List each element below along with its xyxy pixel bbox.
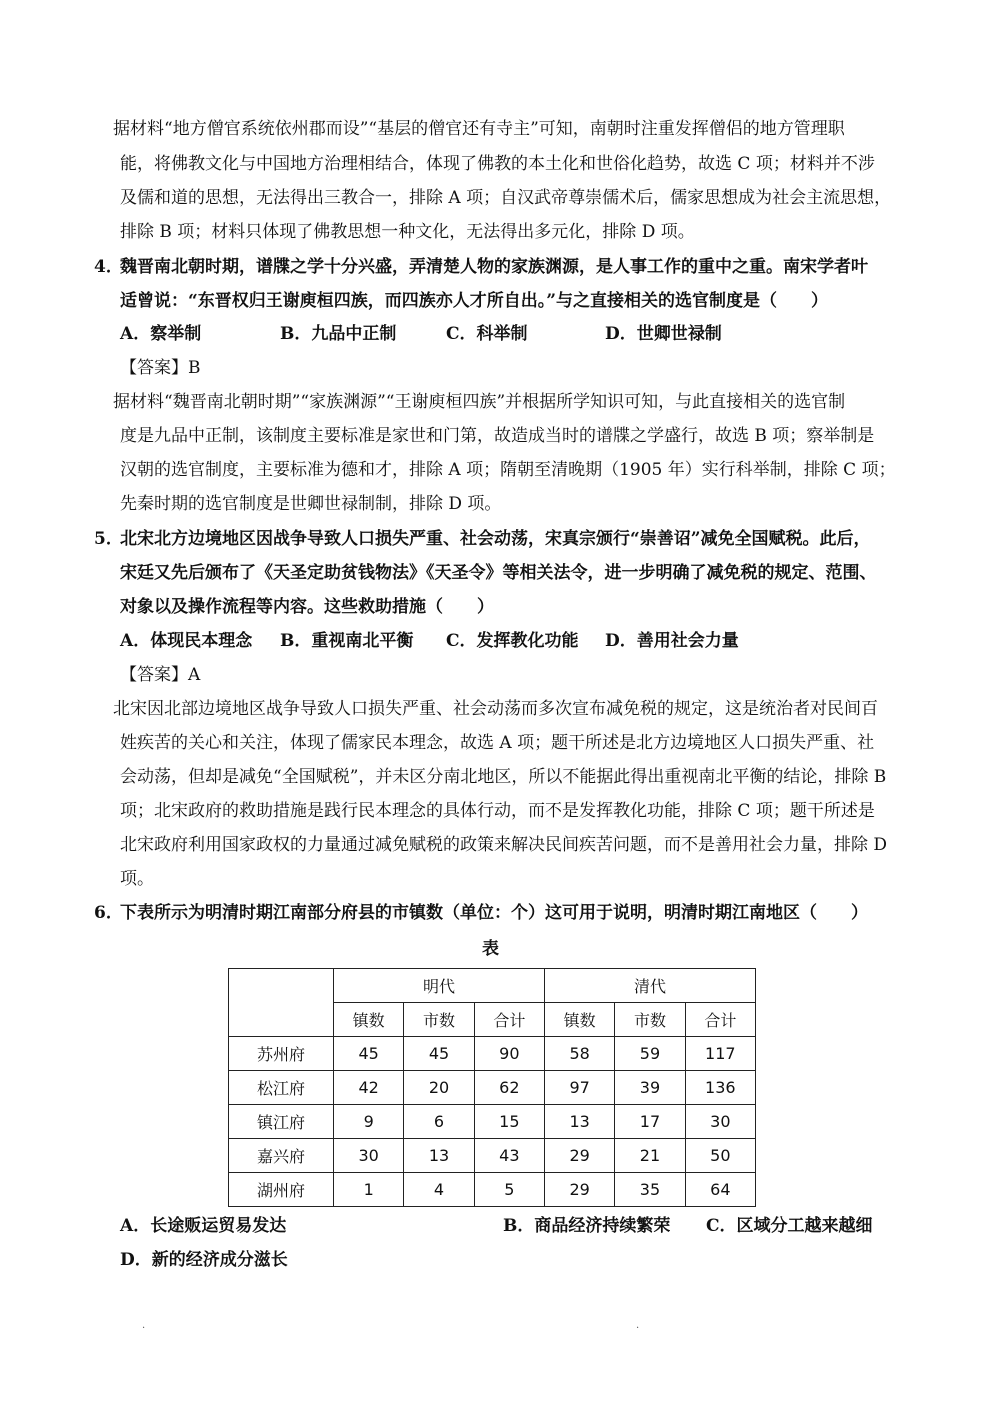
table-cell: 90 [474,1037,544,1071]
q6-option-c[interactable]: C．区域分工越来越细 [706,1216,873,1236]
q5-explanation-line: 项。 [120,869,154,889]
table-header-row [229,969,756,1003]
table-cell: 29 [544,1139,614,1173]
q4-explanation-line: 据材料“魏晋南北朝时期”“家族渊源”“王谢庾桓四族”并根据所学知识可知，与此直接相关的选官制 [113,392,846,412]
table-cell: 97 [544,1071,614,1105]
table-cell: 59 [615,1037,685,1071]
table-cell: 58 [544,1037,614,1071]
q6-option-d[interactable]: D．新的经济成分滋长 [120,1250,288,1270]
table-cell: 5 [474,1173,544,1207]
table-row [229,1071,756,1105]
table-row [229,1105,756,1139]
q4-option-d[interactable]: D．世卿世禄制 [605,324,722,344]
table-cell: 45 [404,1037,474,1071]
table-cell: 35 [615,1173,685,1207]
market-town-table [228,968,756,1207]
q4-explanation-line: 先秦时期的选官制度是世卿世禄制制，排除 D 项。 [120,494,502,514]
q6-number: 6． [94,903,123,923]
scan-speck: . [636,1320,640,1331]
q4-explanation-line: 汉朝的选官制度，主要标准为德和才，排除 A 项；隋朝至清晚期（1905 年）实行科举制，排除 C 项； [120,460,896,480]
q4-option-a[interactable]: A．察举制 [120,324,202,344]
q4-explanation-line: 度是九品中正制，该制度主要标准是家世和门第，故造成当时的谱牒之学盛行，故选 B 项；察举制是 [120,426,875,446]
row-label: 湖州府 [229,1173,334,1207]
table-cell: 15 [474,1105,544,1139]
table-cell: 17 [615,1105,685,1139]
table-cell: 62 [474,1071,544,1105]
q4-stem-line: 适曾说：“东晋权归王谢庾桓四族，而四族亦人才所自出。”与之直接相关的选官制度是（ ） [120,291,829,311]
subheader-cell: 镇数 [334,1003,404,1037]
row-label: 苏州府 [229,1037,334,1071]
q5-explanation-line: 北宋因北部边境地区战争导致人口损失严重、社会动荡而多次宣布减免税的规定，这是统治者对民间百 [113,699,878,719]
q5-option-b[interactable]: B．重视南北平衡 [280,631,414,651]
table-cell: 136 [685,1071,755,1105]
q5-option-a[interactable]: A．体现民本理念 [120,631,253,651]
table-cell: 42 [334,1071,404,1105]
q3-explanation-line: 及儒和道的思想，无法得出三教合一，排除 A 项；自汉武帝尊崇儒术后，儒家思想成为社会主流思想， [120,188,892,208]
table-row [229,1037,756,1071]
q3-explanation-line: 排除 B 项；材料只体现了佛教思想一种文化，无法得出多元化，排除 D 项。 [120,222,695,242]
q4-option-c[interactable]: C．科举制 [446,324,528,344]
subheader-cell: 镇数 [544,1003,614,1037]
subheader-cell: 市数 [404,1003,474,1037]
table-cell: 1 [334,1173,404,1207]
q5-explanation-line: 项；北宋政府的救助措施是践行民本理念的具体行动，而不是发挥教化功能，排除 C 项；题干所述是 [120,801,875,821]
q5-option-d[interactable]: D．善用社会力量 [605,631,739,651]
q3-explanation-line: 能，将佛教文化与中国地方治理相结合，体现了佛教的本土化和世俗化趋势，故选 C 项；材料并不涉 [120,154,875,174]
table-cell: 45 [334,1037,404,1071]
row-label: 嘉兴府 [229,1139,334,1173]
subheader-cell: 合计 [474,1003,544,1037]
q5-stem-line: 宋廷又先后颁布了《天圣定助贫钱物法》《天圣令》等相关法令，进一步明确了减免税的规定、范围、 [120,563,877,583]
q5-stem-line: 对象以及操作流程等内容。这些救助措施（ ） [120,597,494,617]
scan-speck: . [142,1320,146,1331]
q6-option-a[interactable]: A．长途贩运贸易发达 [120,1216,287,1236]
q5-explanation-line: 北宋政府利用国家政权的力量通过减免赋税的政策来解决民间疾苦问题，而不是善用社会力量，排除 D [120,835,888,855]
table-cell: 29 [544,1173,614,1207]
table-caption: 表 [482,939,499,959]
q5-number: 5． [94,529,123,549]
table-cell: 21 [615,1139,685,1173]
table-cell: 20 [404,1071,474,1105]
q6-stem: 下表所示为明清时期江南部分府县的市镇数（单位：个）这可用于说明，明清时期江南地区（ ） [120,903,868,923]
table-row [229,1139,756,1173]
q4-answer: 【答案】B [120,358,201,378]
q4-stem-line: 魏晋南北朝时期，谱牒之学十分兴盛，弄清楚人物的家族渊源，是人事工作的重中之重。南宋学者叶 [120,257,868,277]
table-cell: 30 [685,1105,755,1139]
table-cell: 30 [334,1139,404,1173]
row-label: 镇江府 [229,1105,334,1139]
subheader-cell: 市数 [615,1003,685,1037]
table-cell: 13 [544,1105,614,1139]
q5-explanation-line: 姓疾苦的关心和关注，体现了儒家民本理念，故选 A 项；题干所述是北方边境地区人口损失严重、社 [120,733,875,753]
table-cell: 6 [404,1105,474,1139]
table-cell: 43 [474,1139,544,1173]
q4-option-b[interactable]: B．九品中正制 [280,324,397,344]
q4-number: 4． [94,257,123,277]
row-label: 松江府 [229,1071,334,1105]
header-ming: 明代 [334,969,545,1003]
q6-option-b[interactable]: B．商品经济持续繁荣 [503,1216,671,1236]
table-cell: 117 [685,1037,755,1071]
q5-answer: 【答案】A [120,665,201,685]
table-cell: 50 [685,1139,755,1173]
table-cell: 9 [334,1105,404,1139]
q5-stem-line: 北宋北方边境地区因战争导致人口损失严重、社会动荡，宋真宗颁行“崇善诏”减免全国赋税。此后， [120,529,871,549]
table-cell: 4 [404,1173,474,1207]
table-row [229,1173,756,1207]
table-corner-cell [229,969,334,1037]
table-cell: 39 [615,1071,685,1105]
q5-explanation-line: 会动荡，但却是减免“全国赋税”，并未区分南北地区，所以不能据此得出重视南北平衡的结论，排除 B [120,767,887,787]
table-cell: 64 [685,1173,755,1207]
q5-option-c[interactable]: C．发挥教化功能 [446,631,579,651]
subheader-cell: 合计 [685,1003,755,1037]
q3-explanation-line: 据材料“地方僧官系统依州郡而设”“基层的僧官还有寺主”可知，南朝时注重发挥僧侣的地方管理职 [113,119,845,139]
header-qing: 清代 [544,969,755,1003]
table-cell: 13 [404,1139,474,1173]
